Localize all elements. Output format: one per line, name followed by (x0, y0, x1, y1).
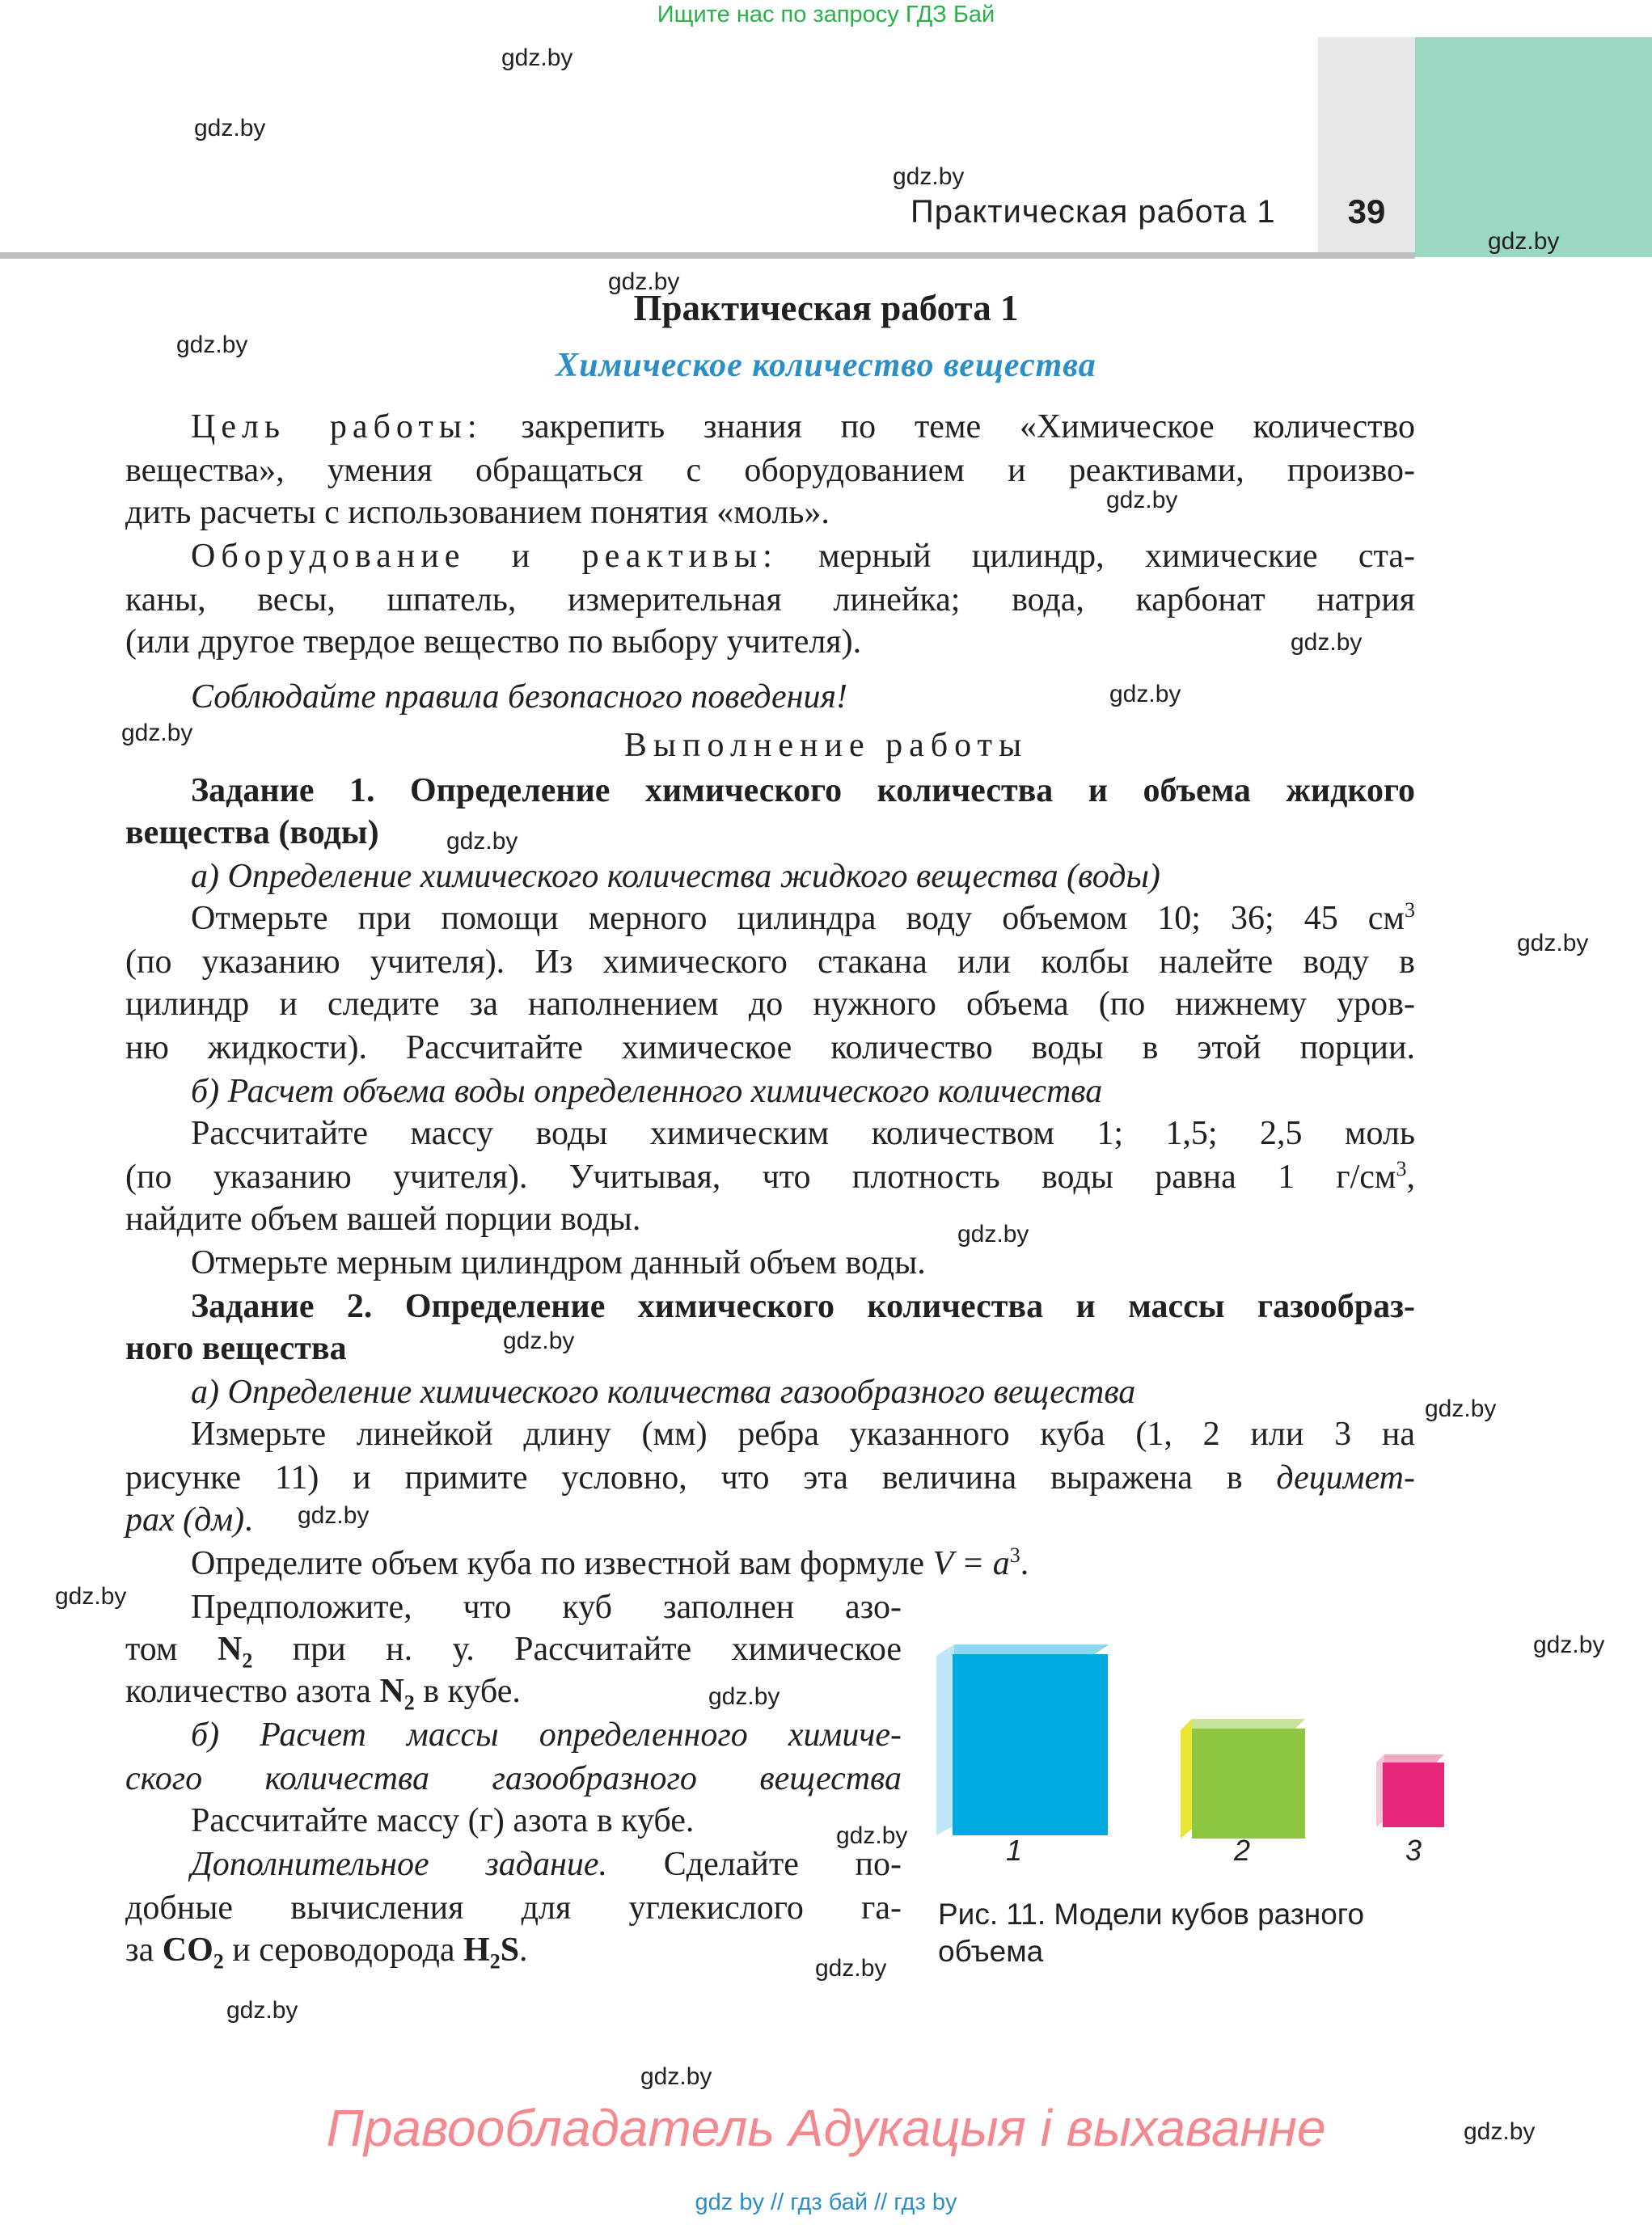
equipment-line-1 (191, 535, 1415, 577)
superscript: 3 (1396, 1157, 1407, 1180)
task2-a-line-3 (125, 1499, 1415, 1541)
watermark: gdz.by (1106, 487, 1178, 513)
watermark: gdz.by (503, 1328, 575, 1354)
task2-a-title: а) Определение химического количества газообразного вещества (191, 1374, 1136, 1411)
superscript: 3 (1405, 898, 1415, 922)
page-subtitle: Химическое количество вещества (556, 347, 1096, 384)
copyright-holder: Правообладатель Адукацыя і выхаванне (326, 2099, 1326, 2157)
watermark: gdz.by (194, 115, 266, 141)
header-rule (0, 252, 1415, 259)
page-number: 39 (1347, 192, 1386, 230)
h2s-formula: $H_2S$ (463, 1932, 520, 1974)
cube-3 (1376, 1754, 1444, 1827)
text: том (125, 1631, 178, 1668)
footer-links: gdz by // гдз бай // гдз by (695, 2189, 957, 2215)
cube-label-3: 3 (1405, 1834, 1422, 1867)
watermark: gdz.by (1291, 629, 1363, 656)
punctuation: . (244, 1501, 253, 1539)
task1-a-line-4: ню жидкости). Рассчитайте химическое количество воды в этой порции. (125, 1029, 1415, 1066)
running-head: Практическая работа 1 (911, 194, 1276, 230)
punctuation: , (1406, 1159, 1415, 1196)
task1-a-line-1 (191, 897, 1415, 939)
goal-line-2: вещества», умения обращаться с оборудованием и реактивами, произво- (125, 452, 1415, 489)
top-search-note: Ищите нас по запросу ГДЗ Бай (657, 2, 995, 27)
watermark: gdz.by (121, 720, 193, 746)
nitrogen-formula: $N_2$ (379, 1673, 415, 1715)
task1-a-line-1-text: Отмерьте при помощи мерного цилиндра воду объемом 10; 36; 45 см (191, 900, 1405, 937)
caption-line-1: Рис. 11. Модели кубов разного (938, 1898, 1365, 1931)
safety-note: Соблюдайте правила безопасного поведения! (191, 678, 848, 716)
task1-a-line-3: цилиндр и следите за наполнением до нужного объема (по нижнему уров- (125, 986, 1415, 1023)
italic-term: децимет- (1276, 1459, 1415, 1497)
watermark: gdz.by (893, 163, 965, 190)
watermark: gdz.by (176, 331, 248, 358)
extra-task-line-3 (125, 1929, 902, 1974)
caption-line-2: объема (938, 1935, 1044, 1968)
task2-a-line-4-text: Определите объем куба по известной вам формуле (191, 1545, 925, 1582)
page-title: Практическая работа 1 (633, 288, 1019, 328)
goal-line-1 (191, 406, 1415, 448)
nitrogen-formula: $N_2$ (218, 1631, 253, 1673)
punctuation: . (519, 1932, 528, 1969)
watermark: gdz.by (608, 268, 680, 295)
task2-a-line-6 (125, 1628, 902, 1673)
task2-a-line-7 (125, 1670, 902, 1715)
watermark: gdz.by (815, 1955, 887, 1982)
cube-2 (1181, 1719, 1305, 1839)
chapter-color-tab (1415, 37, 1652, 257)
watermark: gdz.by (1464, 2118, 1536, 2145)
text: количество азота (125, 1673, 371, 1710)
watermark: gdz.by (1425, 1395, 1497, 1422)
task1-title-line-2: вещества (воды) (125, 814, 379, 851)
italic-term: рах (дм) (125, 1501, 245, 1539)
watermark: gdz.by (957, 1221, 1029, 1248)
text: и сероводорода (232, 1932, 455, 1969)
superscript: 3 (1009, 1543, 1020, 1567)
goal-text: закрепить знания по теме «Химическое количество (521, 408, 1415, 445)
task2-a-line-2 (125, 1457, 1415, 1499)
task2-title-line-1: Задание 2. Определение химического количества и массы газообраз- (191, 1288, 1415, 1325)
cube-label-2: 2 (1234, 1834, 1251, 1867)
watermark: gdz.by (1533, 1632, 1605, 1658)
cube-1 (936, 1644, 1109, 1835)
task1-b-line-4: Отмерьте мерным цилиндром данный объем воды. (191, 1244, 926, 1281)
task2-b-title-line-2: ского количества газообразного вещества (125, 1760, 902, 1797)
extra-task-label: Дополнительное задание. (191, 1846, 607, 1883)
execution-heading: Выполнение работы (623, 727, 1029, 764)
text: за (125, 1932, 154, 1969)
task2-a-line-5: Предположите, что куб заполнен азо- (191, 1589, 902, 1626)
watermark: gdz.by (836, 1822, 908, 1849)
extra-task-line-1 (191, 1843, 902, 1885)
extra-task-line-2: добные вычисления для углекислого га- (125, 1889, 902, 1927)
task2-a-line-4 (191, 1543, 1415, 1585)
goal-line-3: дить расчеты с использованием понятия «моль». (125, 494, 830, 531)
task2-a-line-1: Измерьте линейкой длину (мм) ребра указанного куба (1, 2 или 3 на (191, 1416, 1415, 1453)
equipment-label: Оборудование и реактивы: (191, 538, 778, 575)
task2-title-line-2: ного вещества (125, 1330, 347, 1367)
punctuation: . (1020, 1545, 1029, 1582)
watermark: gdz.by (1517, 930, 1589, 956)
goal-label: Цель работы: (191, 408, 483, 445)
volume-formula: V = a (932, 1545, 1010, 1582)
figure-caption (938, 1896, 1364, 1970)
text: при н. у. Рассчитайте химическое (292, 1631, 902, 1668)
task1-b-line-2-text: (по указанию учителя). Учитывая, что плотность воды равна 1 г/см (125, 1159, 1396, 1196)
watermark: gdz.by (55, 1583, 127, 1610)
task1-b-line-1: Рассчитайте массу воды химическим количеством 1; 1,5; 2,5 моль (191, 1115, 1415, 1152)
watermark: gdz.by (501, 44, 573, 71)
equipment-line-3: (или другое твердое вещество по выбору учителя). (125, 623, 862, 661)
watermark: gdz.by (446, 828, 518, 855)
text: Сделайте по- (663, 1846, 902, 1883)
text: в кубе. (423, 1673, 521, 1710)
task2-b-title-line-1: б) Расчет массы определенного химиче- (191, 1716, 902, 1754)
watermark: gdz.by (708, 1683, 780, 1710)
watermark: gdz.by (640, 2063, 712, 2090)
task2-b-line-1: Рассчитайте массу (г) азота в кубе. (191, 1802, 695, 1839)
task1-b-title: б) Расчет объема воды определенного химического количества (191, 1073, 1103, 1110)
task1-b-line-2 (125, 1156, 1415, 1198)
task1-a-title: а) Определение химического количества жидкого вещества (воды) (191, 858, 1160, 895)
cubes-figure (930, 1641, 1456, 1860)
watermark: gdz.by (226, 1997, 298, 2024)
cube-label-1: 1 (1006, 1834, 1023, 1867)
equipment-line-2: каны, весы, шпатель, измерительная линейка; вода, карбонат натрия (125, 581, 1415, 619)
task1-b-line-3: найдите объем вашей порции воды. (125, 1201, 641, 1238)
equipment-text: мерный цилиндр, химические ста- (818, 538, 1415, 575)
watermark: gdz.by (1488, 228, 1560, 255)
task1-a-line-2: (по указанию учителя). Из химического стакана или колбы налейте воду в (125, 944, 1415, 981)
watermark: gdz.by (1109, 681, 1181, 707)
task1-title-line-1: Задание 1. Определение химического количества и объема жидкого (191, 772, 1415, 809)
co2-formula: $CO_2$ (162, 1932, 224, 1974)
watermark: gdz.by (298, 1502, 370, 1529)
task2-a-line-2-text: рисунке 11) и примите условно, что эта величина выражена в (125, 1459, 1243, 1497)
